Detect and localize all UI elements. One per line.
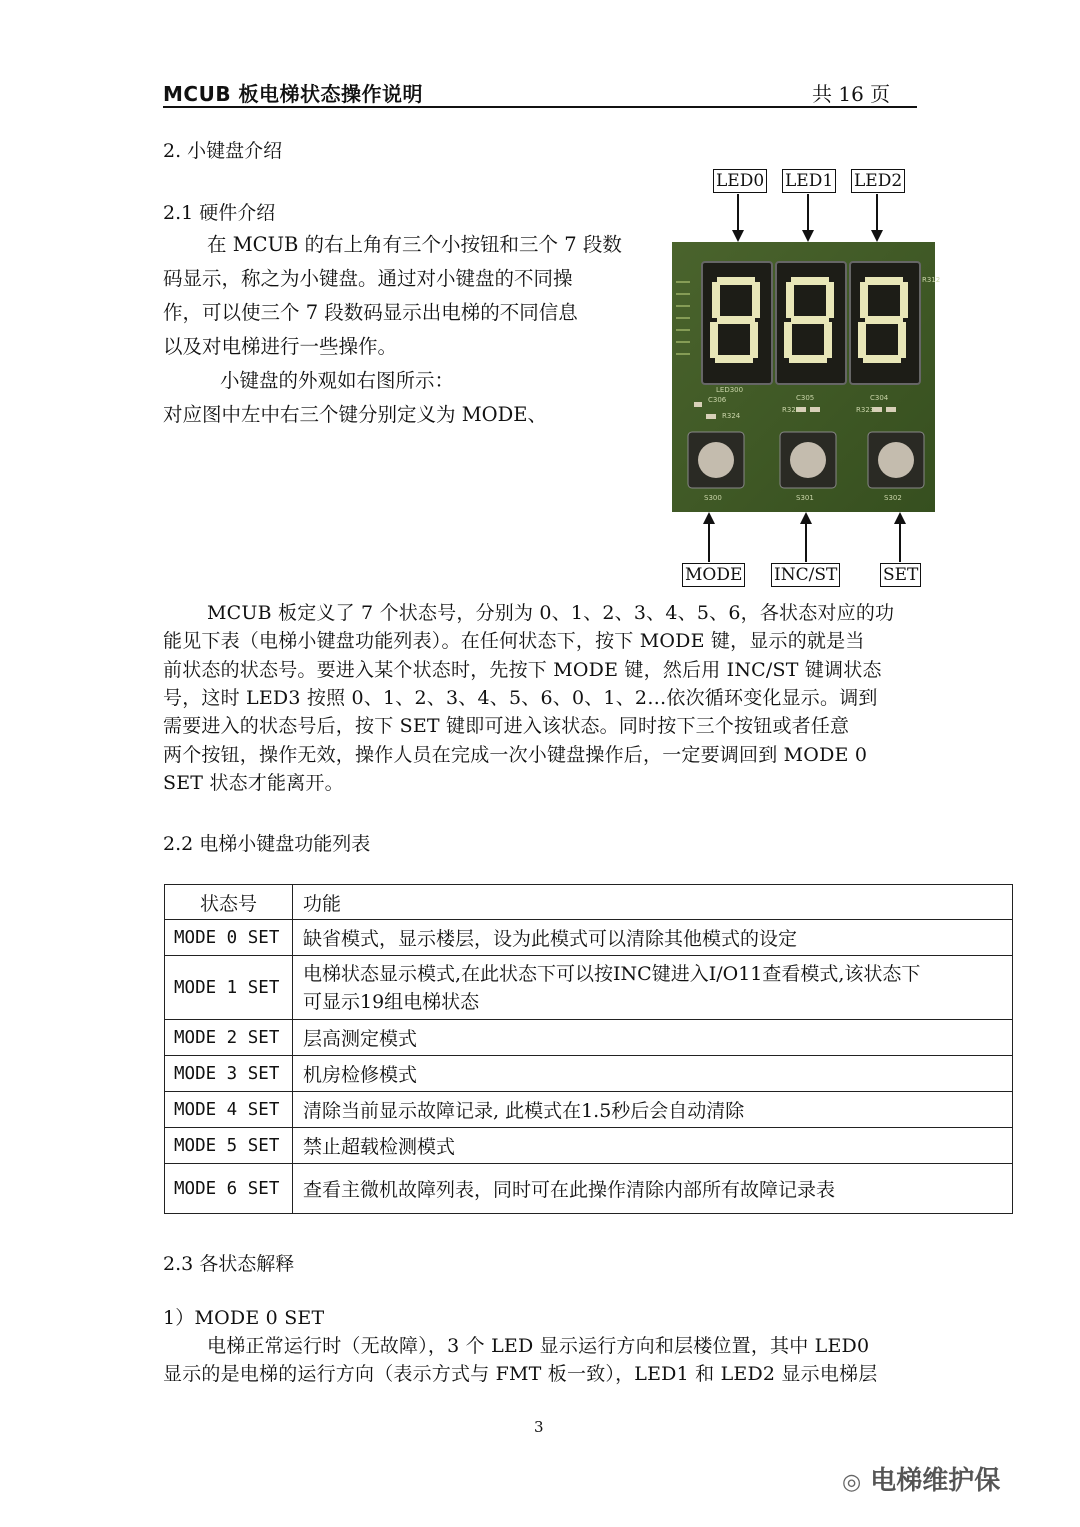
arrow-line — [899, 522, 901, 562]
intro-line: 作，可以使三个 7 段数码显示出电梯的不同信息 — [163, 301, 578, 324]
mode-cell: MODE 5 SET — [165, 1128, 293, 1164]
wechat-icon: ◎ — [842, 1470, 862, 1495]
arrow-head — [802, 230, 814, 242]
arrow-line — [708, 522, 710, 562]
arrow-head — [871, 230, 883, 242]
body-line: MCUB 板定义了 7 个状态号，分别为 0、1、2、3、4、5、6，各状态对应的功 — [207, 602, 895, 624]
pcb-label: C304 — [870, 394, 889, 402]
body-line: SET 状态才能离开。 — [163, 772, 344, 794]
watermark — [842, 1460, 1000, 1497]
table-row — [165, 1092, 1013, 1128]
body-line: 前状态的状态号。要进入某个状态时，先按下 MODE 键，然后用 INC/ST 键调状态 — [163, 659, 882, 681]
section-title: 2. 小键盘介绍 — [163, 140, 283, 162]
table-row — [165, 1056, 1013, 1092]
document-title: MCUB 板电梯状态操作说明 — [163, 82, 424, 106]
function-text: 可显示19组电梯状态 — [303, 990, 480, 1013]
body-line: 号，这时 LED3 按照 0、1、2、3、4、5、6、0、1、2…依次循环变化显示。调到 — [163, 687, 878, 709]
mode-key-label: MODE — [682, 563, 745, 587]
function-cell: 查看主微机故障列表，同时可在此操作清除内部所有故障记录表 — [293, 1164, 1013, 1214]
body-line: 两个按钮，操作无效，操作人员在完成一次小键盘操作后，一定要调回到 MODE 0 — [163, 744, 868, 766]
keypad-photo — [672, 242, 941, 512]
keypad-buttons — [688, 432, 924, 488]
table-row — [165, 956, 1013, 1020]
table-header: 状态号 — [165, 885, 293, 920]
pcb-label: R312 — [922, 276, 941, 284]
function-text: 电梯状态显示模式,在此状态下可以按INC键进入I/O11查看模式,该状态下 — [303, 962, 921, 985]
pcb-label: S301 — [796, 494, 814, 502]
function-cell: 机房检修模式 — [293, 1056, 1013, 1092]
function-cell — [293, 956, 1013, 1020]
pcb-label: S302 — [884, 494, 902, 502]
pcb-label: S300 — [704, 494, 722, 502]
pcb-label: C305 — [796, 394, 815, 402]
mode-cell: MODE 1 SET — [165, 956, 293, 1020]
pcb-label: C306 — [708, 396, 727, 404]
function-cell: 层高测定模式 — [293, 1020, 1013, 1056]
arrow-head — [732, 230, 744, 242]
table-header: 功能 — [293, 885, 1013, 920]
mode-cell: MODE 4 SET — [165, 1092, 293, 1128]
pcb-label: R323 — [856, 406, 875, 414]
appearance-line: 小键盘的外观如右图所示： — [220, 369, 455, 392]
intro-line: 在 MCUB 的右上角有三个小按钮和三个 7 段数 — [207, 233, 622, 256]
subsection-title-state-explanation: 2.3 各状态解释 — [163, 1253, 295, 1275]
function-cell: 清除当前显示故障记录, 此模式在1.5秒后会自动清除 — [293, 1092, 1013, 1128]
body-line: 需要进入的状态号后，按下 SET 键即可进入该状态。同时按下三个按钮或者任意 — [163, 715, 850, 737]
mode-cell: MODE 2 SET — [165, 1020, 293, 1056]
body-line: 显示的是电梯的运行方向（表示方式与 FMT 板一致），LED1 和 LED2 显示电梯层 — [163, 1363, 878, 1385]
pcb-label: LED300 — [716, 386, 744, 394]
keypad-figure — [660, 160, 960, 600]
watermark-text: 电梯维护保 — [870, 1466, 1001, 1496]
inc-st-key-label: INC/ST — [771, 563, 840, 587]
arrow-line — [807, 194, 809, 234]
mode-cell: MODE 3 SET — [165, 1056, 293, 1092]
mode0-title: 1）MODE 0 SET — [163, 1307, 325, 1329]
subsection-title-function-list: 2.2 电梯小键盘功能列表 — [163, 833, 371, 855]
body-line: 能见下表（电梯小键盘功能列表）。在任何状态下，按下 MODE 键，显示的就是当 — [163, 630, 865, 652]
header-rule — [163, 106, 917, 108]
page-count: 共 16 页 — [812, 82, 891, 106]
arrow-line — [876, 194, 878, 234]
intro-line: 以及对电梯进行一些操作。 — [163, 335, 398, 358]
led2-label: LED2 — [851, 169, 905, 193]
keys-line: 对应图中左中右三个键分别定义为 MODE、 — [163, 403, 548, 426]
function-table — [164, 884, 1013, 1214]
page-number: 3 — [534, 1418, 544, 1436]
set-key-label: SET — [880, 563, 921, 587]
table-row — [165, 920, 1013, 956]
subsection-title-hardware: 2.1 硬件介绍 — [163, 202, 276, 224]
arrow-line — [737, 194, 739, 234]
table-row — [165, 1020, 1013, 1056]
intro-line: 码显示，称之为小键盘。通过对小键盘的不同操 — [163, 267, 573, 290]
function-cell: 禁止超载检测模式 — [293, 1128, 1013, 1164]
pcb-label: R325 — [782, 406, 801, 414]
arrow-line — [805, 522, 807, 562]
table-header-row — [165, 885, 1013, 920]
function-cell: 缺省模式，显示楼层，设为此模式可以清除其他模式的设定 — [293, 920, 1013, 956]
led0-label: LED0 — [713, 169, 767, 193]
table-row — [165, 1128, 1013, 1164]
mode-cell: MODE 0 SET — [165, 920, 293, 956]
table-row — [165, 1164, 1013, 1214]
led1-label: LED1 — [782, 169, 836, 193]
pcb-label: R324 — [722, 412, 741, 420]
mode-cell: MODE 6 SET — [165, 1164, 293, 1214]
body-line: 电梯正常运行时（无故障），3 个 LED 显示运行方向和层楼位置，其中 LED0 — [207, 1335, 870, 1357]
